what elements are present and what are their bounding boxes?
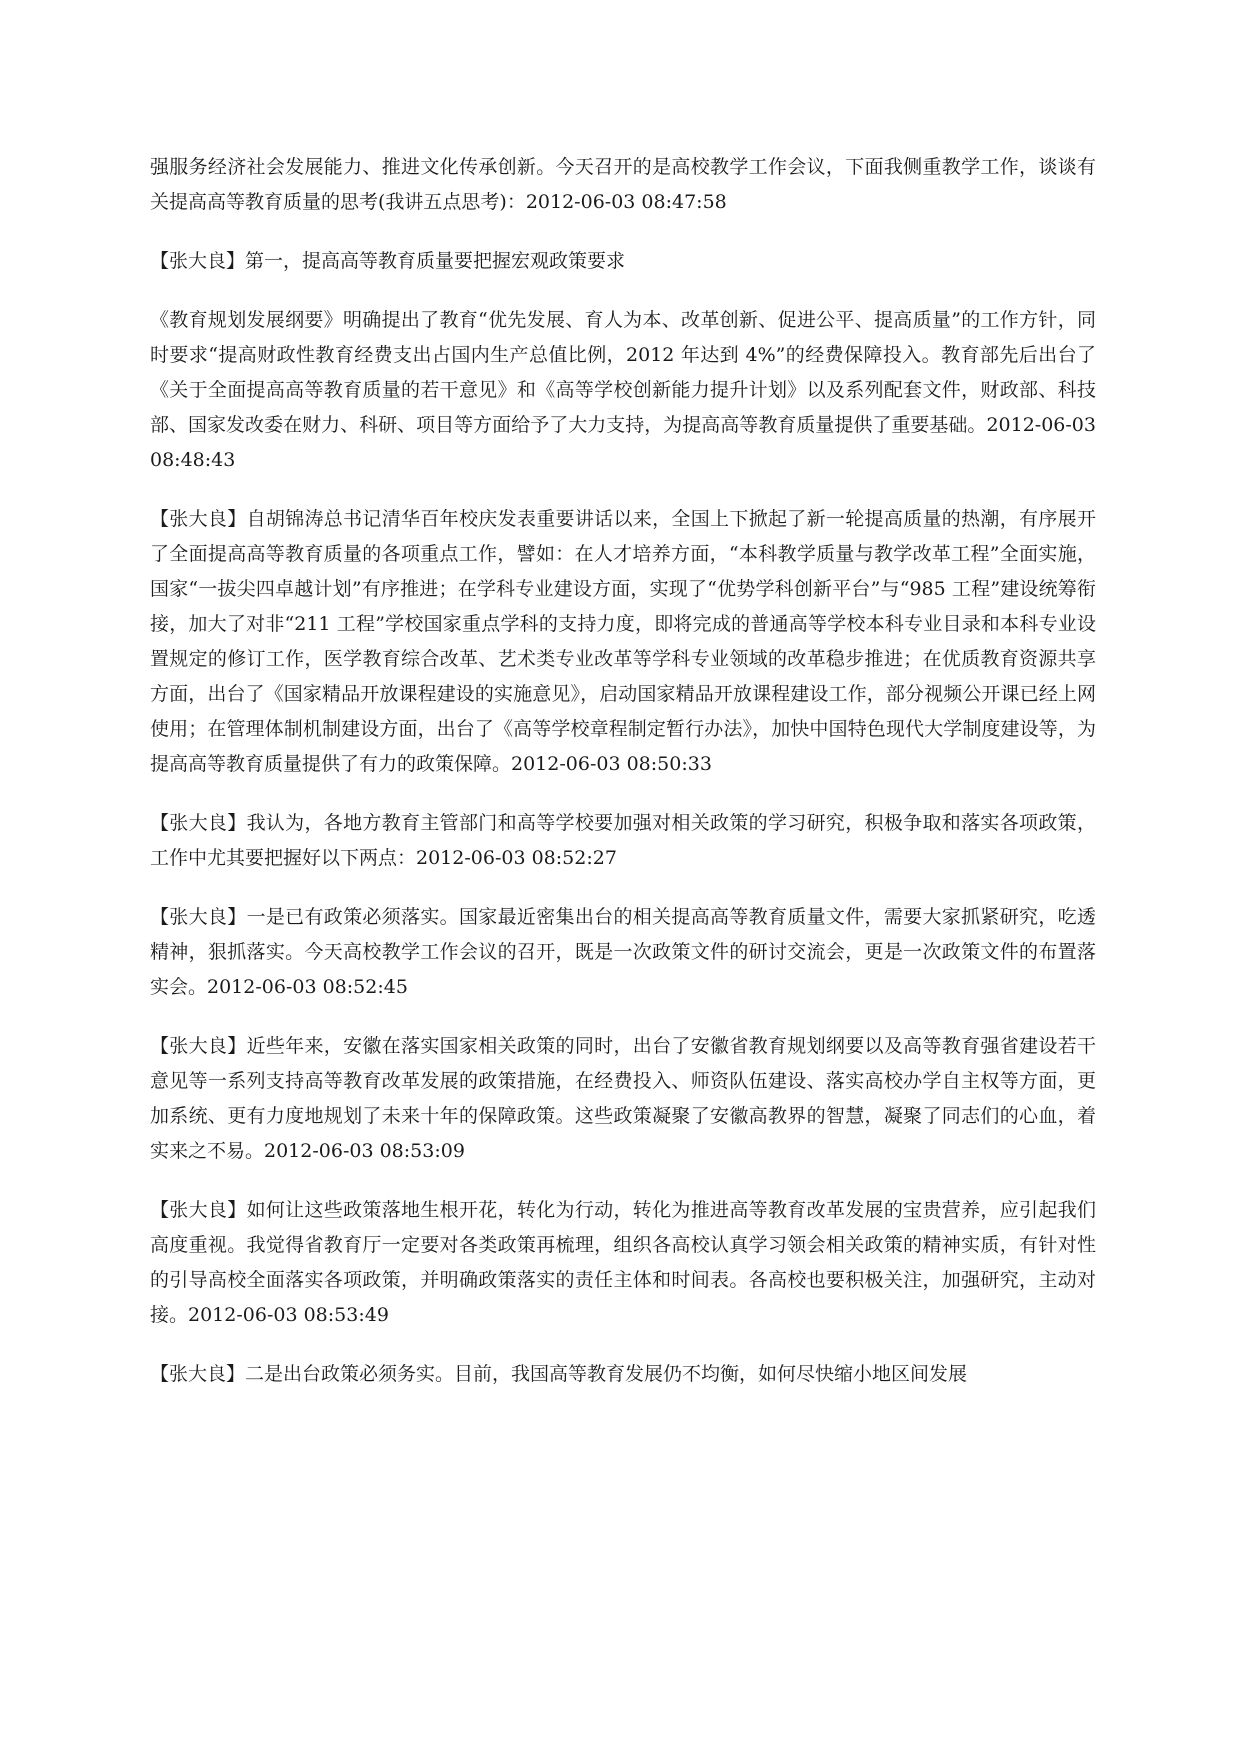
paragraph-text: 自胡锦涛总书记清华百年校庆发表重要讲话以来，全国上下掀起了新一轮提高质量的热潮，有序展开了全面提高高等教育质量的各项重点工作，譬如：在人才培养方面，“本科教学质量与教学改革工程”全面实施，国家“一拔尖四卓越计划”有序推进；在学科专业建设方面，实现了“优势学科创新平台”与“985 工程”建设统筹衔接，加大了对非“211 工程”学校国家重点学科的支持力度，即将完成的普通高等学校本科专业目录和本科专业设置规定的修订工作，医学教育综合改革、艺术类专业改革等学科专业领域的改革稳步推进；在优质教育资源共享方面，出台了《国家精品开放课程建设的实施意见》，启动国家精品开放课程建设工作，部分视频公开课已经上网使用；在管理体制机制建设方面，出台了《高等学校章程制定暂行办法》，加快中国特色现代大学制度建设等，为提高高等教育质量提供了有力的政策保障。2012-06-03 08:50:33 bbox=[150, 508, 1096, 775]
paragraph-text: 《教育规划发展纲要》明确提出了教育“优先发展、育人为本、改革创新、促进公平、提高质量”的工作方针，同时要求“提高财政性教育经费支出占国内生产总值比例，2012 年达到 4%”的经费保障投入。教育部先后出台了《关于全面提高高等教育质量的若干意见》和《高等学校创新能力提升计划》以及系列配套文件，财政部、科技部、国家发改委在财力、科研、项目等方面给予了大力支持，为提高高等教育质量提供了重要基础。2012-06-03 08:48:43 bbox=[150, 309, 1096, 471]
paragraph-4 bbox=[150, 502, 1096, 782]
paragraph-5 bbox=[150, 806, 1096, 876]
paragraph-3 bbox=[150, 303, 1096, 478]
paragraph-8 bbox=[150, 1193, 1096, 1333]
speaker-label: 【张大良】 bbox=[150, 812, 247, 834]
speaker-label: 【张大良】 bbox=[150, 508, 247, 530]
speaker-label: 【张大良】 bbox=[150, 1363, 246, 1385]
speaker-label: 【张大良】 bbox=[150, 1199, 247, 1221]
paragraph-9 bbox=[150, 1357, 1096, 1392]
paragraph-1 bbox=[150, 150, 1096, 220]
paragraph-7 bbox=[150, 1029, 1096, 1169]
paragraph-text: 我认为，各地方教育主管部门和高等学校要加强对相关政策的学习研究，积极争取和落实各项政策，工作中尤其要把握好以下两点：2012-06-03 08:52:27 bbox=[150, 812, 1096, 869]
paragraph-text: 近些年来，安徽在落实国家相关政策的同时，出台了安徽省教育规划纲要以及高等教育强省建设若干意见等一系列支持高等教育改革发展的政策措施，在经费投入、师资队伍建设、落实高校办学自主权等方面，更加系统、更有力度地规划了未来十年的保障政策。这些政策凝聚了安徽高教界的智慧，凝聚了同志们的心血，着实来之不易。2012-06-03 08:53:09 bbox=[150, 1035, 1096, 1162]
speaker-label: 【张大良】 bbox=[150, 906, 247, 928]
paragraph-text: 强服务经济社会发展能力、推进文化传承创新。今天召开的是高校教学工作会议，下面我侧重教学工作，谈谈有关提高高等教育质量的思考(我讲五点思考)：2012-06-03 08:47:58 bbox=[150, 156, 1096, 213]
paragraph-text: 一是已有政策必须落实。国家最近密集出台的相关提高高等教育质量文件，需要大家抓紧研究，吃透精神，狠抓落实。今天高校教学工作会议的召开，既是一次政策文件的研讨交流会，更是一次政策文件的布置落实会。2012-06-03 08:52:45 bbox=[150, 906, 1096, 998]
speaker-label: 【张大良】 bbox=[150, 1035, 247, 1057]
paragraph-text: 第一，提高高等教育质量要把握宏观政策要求 bbox=[245, 250, 626, 272]
paragraph-text: 如何让这些政策落地生根开花，转化为行动，转化为推进高等教育改革发展的宝贵营养，应引起我们高度重视。我觉得省教育厅一定要对各类政策再梳理，组织各高校认真学习领会相关政策的精神实质，有针对性的引导高校全面落实各项政策，并明确政策落实的责任主体和时间表。各高校也要积极关注，加强研究，主动对接。2012-06-03 08:53:49 bbox=[150, 1199, 1096, 1326]
document-page bbox=[150, 150, 1096, 1416]
paragraph-2 bbox=[150, 244, 1096, 279]
paragraph-6 bbox=[150, 900, 1096, 1005]
speaker-label: 【张大良】 bbox=[150, 250, 246, 272]
paragraph-text: 二是出台政策必须务实。目前，我国高等教育发展仍不均衡，如何尽快缩小地区间发展 bbox=[245, 1363, 968, 1385]
